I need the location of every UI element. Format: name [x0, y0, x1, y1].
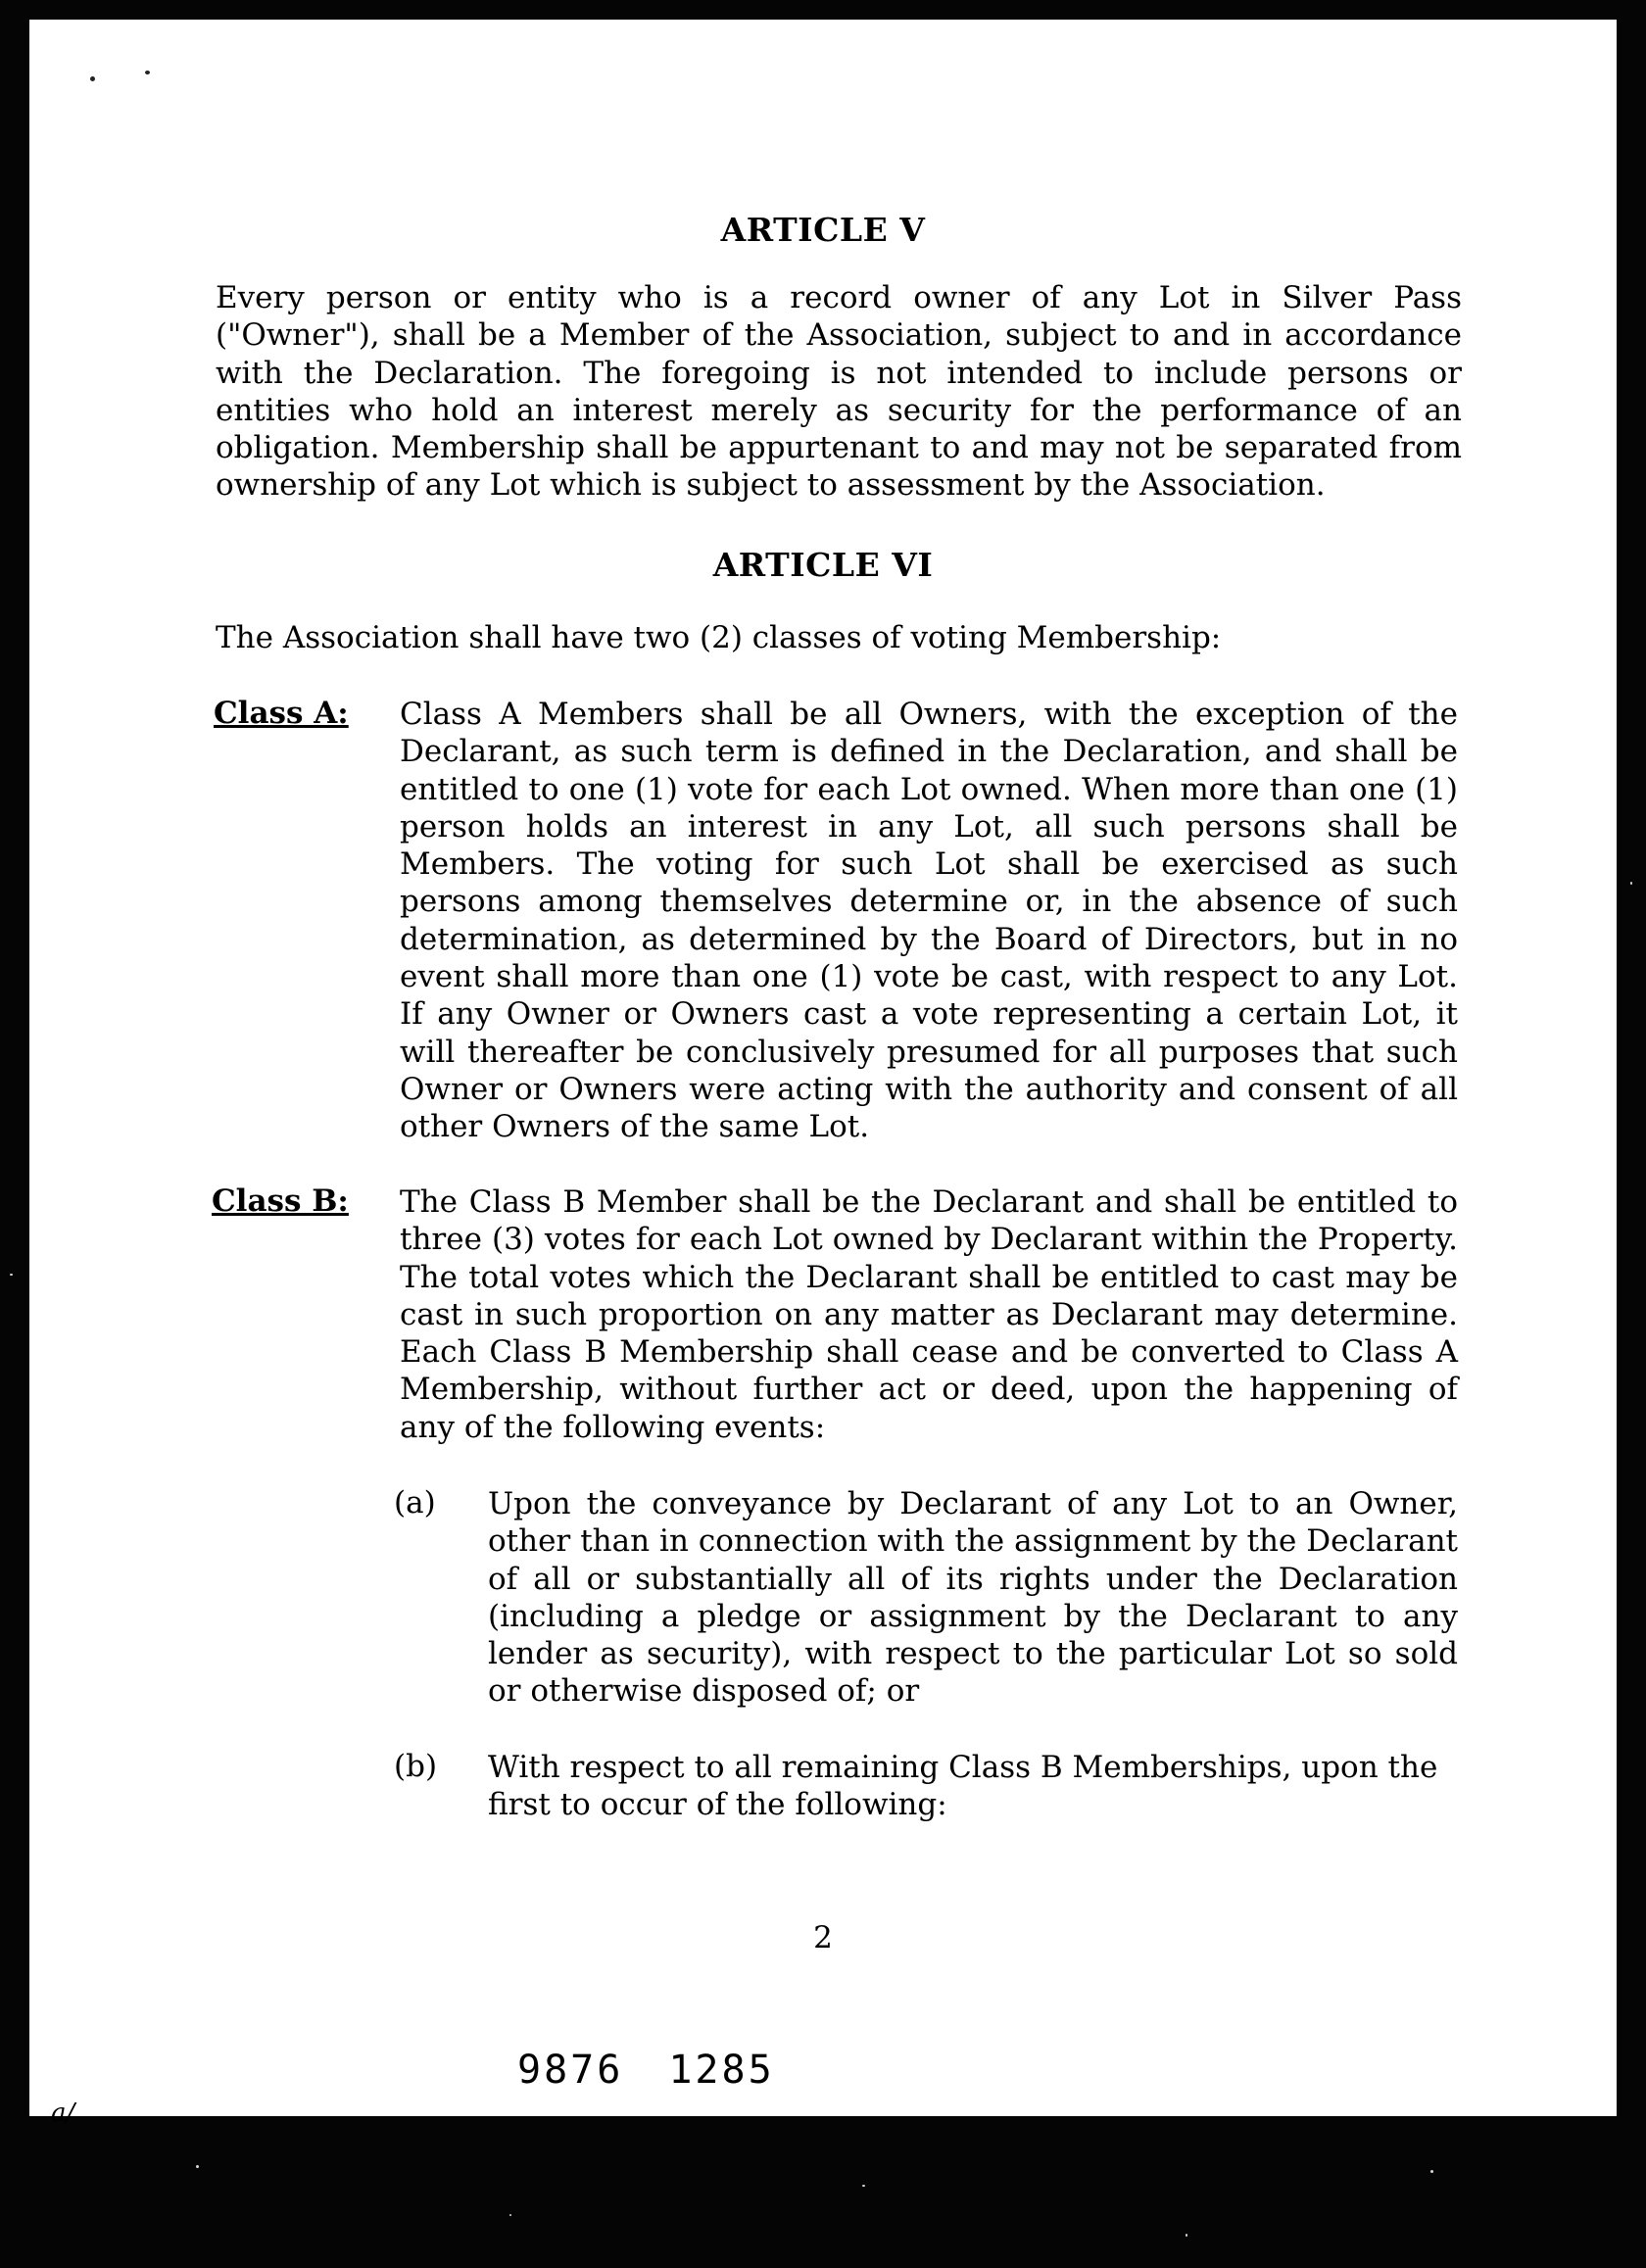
speck-mark: [90, 76, 95, 81]
item-a-paragraph: Upon the conveyance by Declarant of any Lot to an Owner, other than in connection with the assignment by the Declarant of all or substantially all of its rights under the Declaration (including a pledge or assignment by the Declarant to any lender as security), with respect to the particular Lot so sold or otherwise disposed of; or: [488, 1486, 1458, 1710]
item-a-label: (a): [394, 1485, 436, 1520]
document-page: [29, 20, 1617, 2128]
speck-mark: [145, 71, 150, 74]
document-number-left: 9876: [517, 2048, 624, 2093]
scan-noise: [1430, 2170, 1433, 2173]
document-number: [517, 2048, 775, 2093]
page-number: 2: [813, 1920, 833, 1955]
scan-noise: [1186, 2234, 1187, 2237]
class-b-paragraph: The Class B Member shall be the Declarant and shall be entitled to three (3) votes for each Lot owned by Declarant within the Property. The total votes which the Declarant shall be entitled to cast may be cast in such proportion on any matter as Declarant may determine. Each Class B Membership shall cease and be converted to Class A Membership, without further act or deed, upon the happening of any of the following events:: [400, 1184, 1458, 1445]
class-a-paragraph: Class A Members shall be all Owners, with the exception of the Declarant, as such term is defined in the Declaration, and shall be entitled to one (1) vote for each Lot owned. When more than one (1) person holds an interest in any Lot, all such persons shall be Members. The voting for such Lot shall be exercised as such persons among themselves determine or, in the absence of such determination, as determined by the Board of Directors, but in no event shall more than one (1) vote be cast, with respect to any Lot. If any Owner or Owners cast a vote representing a certain Lot, it will thereafter be conclusively presumed for all purposes that such Owner or Owners were acting with the authority and consent of all other Owners of the same Lot.: [400, 697, 1458, 1145]
scan-noise: [10, 1274, 13, 1276]
scan-noise: [196, 2165, 199, 2168]
scan-noise: [862, 2185, 865, 2187]
article-v-paragraph: Every person or entity who is a record owner of any Lot in Silver Pass ("Owner"), shall be a Member of the Association, subject to and in accordance with the Declaration. The foregoing is not intended to include persons or entities who hold an interest merely as security for the performance of an obligation. Membership shall be appurtenant to and may not be separated from ownership of any Lot which is subject to assessment by the Association.: [216, 280, 1462, 504]
class-a-label: Class A:: [214, 696, 349, 731]
item-b-label: (b): [394, 1749, 438, 1784]
scan-noise: [509, 2214, 511, 2216]
article-vi-intro: The Association shall have two (2) classes of voting Membership:: [216, 620, 1222, 655]
document-number-right: 1285: [668, 2048, 775, 2093]
class-b-label: Class B:: [212, 1183, 349, 1219]
margin-mark: a/: [51, 2099, 75, 2128]
article-v-heading: ARTICLE V: [720, 211, 926, 249]
article-vi-heading: ARTICLE VI: [712, 546, 934, 584]
scan-noise: [1630, 882, 1632, 885]
item-b-paragraph: With respect to all remaining Class B Memberships, upon the first to occur of the following:: [488, 1750, 1438, 1823]
